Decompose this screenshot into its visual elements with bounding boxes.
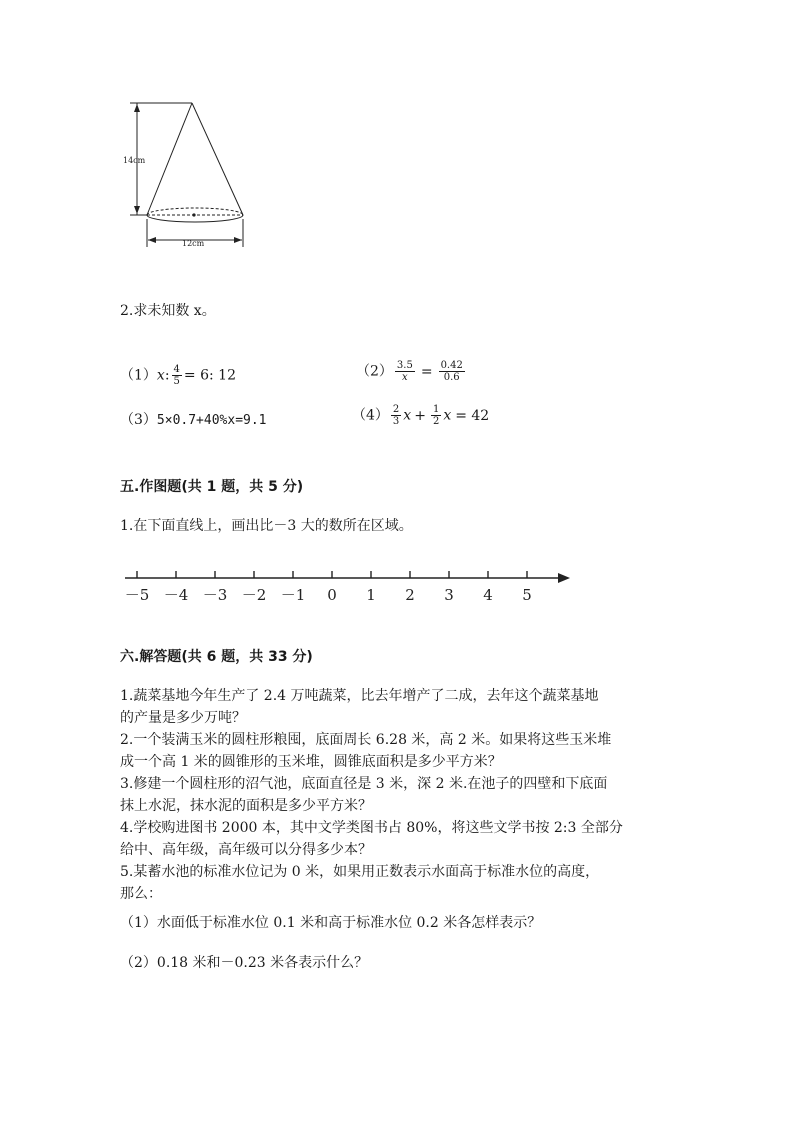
q2-item-4-x1: x (403, 407, 412, 424)
q2-title: 2.求未知数 x。 (120, 303, 216, 319)
q2-item-4-fraction-1 (391, 404, 401, 427)
section6-line: 给中、高年级，高年级可以分得多少本？ (120, 842, 372, 858)
number-line-label: 0 (327, 586, 337, 604)
q2-item-2-eq: = (420, 363, 433, 380)
number-line-label: －5 (124, 586, 150, 604)
number-line-label: 5 (522, 586, 532, 604)
number-line-label: 4 (483, 586, 493, 604)
section6-line: 4.学校购进图书 2000 本，其中文学类图书占 80%，将这些文学书按 2:3 全部分 (120, 820, 623, 836)
q2-item-4-num: （4） (352, 407, 389, 424)
q2-item-1-num: （1） (120, 367, 157, 384)
q2-item-4-f2-num: 1 (432, 404, 440, 415)
section6-line: 抹上水泥，抹水泥的面积是多少平方米？ (120, 798, 372, 814)
q2-item-4-rest: = 42 (455, 407, 490, 424)
q2-item-4-x2: x (443, 407, 452, 424)
section5-q1: 1.在下面直线上，画出比－3 大的数所在区域。 (120, 518, 413, 534)
number-line (115, 565, 580, 610)
q2-item-2 (356, 360, 467, 383)
q2-item-1-colon: : (164, 367, 170, 384)
section6-heading: 六.解答题(共 6 题，共 33 分) (120, 649, 313, 665)
number-line-label: 3 (444, 586, 454, 604)
q2-item-3-text: 5×0.7+40%x=9.1 (156, 413, 267, 428)
q2-item-1-rest: = 6: 12 (183, 367, 236, 384)
q2-item-4-f2-den: 2 (432, 416, 440, 427)
section6-line: 1.蔬菜基地今年生产了 2.4 万吨蔬菜，比去年增产了二成，去年这个蔬菜基地 (120, 688, 599, 704)
diameter-arrow-right (234, 237, 242, 243)
q2-item-2-frac2-num: 0.42 (440, 360, 463, 371)
section6-body (120, 685, 623, 905)
cone-figure (120, 95, 260, 255)
q2-item-3 (120, 409, 267, 429)
section6-q5-sub2: （2）0.18 米和－0.23 米各表示什么？ (120, 955, 369, 971)
number-line-arrow (558, 573, 570, 583)
q2-item-4-plus: + (414, 407, 426, 424)
height-arrow-bottom (134, 206, 140, 214)
q2-item-1 (120, 364, 236, 387)
section6-line: 的产量是多少万吨？ (120, 710, 246, 726)
q2-item-2-frac2-den: 0.6 (443, 372, 460, 383)
q2-item-1-frac-num: 4 (173, 364, 180, 375)
height-label: 14cm (123, 156, 146, 165)
q2-item-1-fraction (172, 364, 182, 387)
diameter-label: 12cm (182, 239, 205, 248)
section6-line: 成一个高 1 米的圆锥形的玉米堆，圆锥底面积是多少平方米？ (120, 754, 502, 770)
q2-item-4-fraction-2 (431, 404, 441, 427)
section5-heading: 五.作图题(共 1 题，共 5 分) (120, 479, 304, 495)
q2-item-2-fraction-2 (439, 360, 465, 383)
height-arrow-top (134, 104, 140, 112)
number-line-label: －4 (163, 586, 189, 604)
q2-item-4-f1-num: 2 (392, 404, 400, 415)
q2-item-2-frac1-den: x (402, 372, 408, 383)
section6-line: 2.一个装满玉米的圆柱形粮囤，底面周长 6.28 米，高 2 米。如果将这些玉米堆 (120, 732, 612, 748)
cone-right-side (192, 103, 243, 215)
q2-item-2-num: （2） (356, 363, 393, 380)
q2-item-1-var: x (156, 367, 165, 384)
number-line-label: 1 (366, 586, 376, 604)
q2-item-3-num: （3） (120, 412, 157, 428)
number-line-label: －3 (202, 586, 228, 604)
diameter-arrow-left (148, 237, 156, 243)
q2-item-4 (352, 404, 489, 427)
number-line-label: －2 (241, 586, 267, 604)
number-line-label: 2 (405, 586, 415, 604)
cone-center-dot (192, 213, 195, 216)
cone-left-side (147, 103, 192, 215)
q2-item-4-f1-den: 3 (392, 416, 400, 427)
q2-item-1-frac-den: 5 (173, 376, 180, 387)
section6-line: 5.某蓄水池的标准水位记为 0 米，如果用正数表示水面高于标准水位的高度， (120, 864, 600, 880)
q2-item-2-fraction-1 (395, 360, 415, 383)
section6-line: 3.修建一个圆柱形的沼气池，底面直径是 3 米，深 2 米.在池子的四壁和下底面 (120, 776, 608, 792)
number-line-label: －1 (280, 586, 306, 604)
section6-line: 那么： (120, 886, 162, 902)
q2-item-2-frac1-num: 3.5 (396, 360, 413, 371)
section6-q5-sub1: （1）水面低于标准水位 0.1 米和高于标准水位 0.2 米各怎样表示？ (120, 915, 542, 931)
